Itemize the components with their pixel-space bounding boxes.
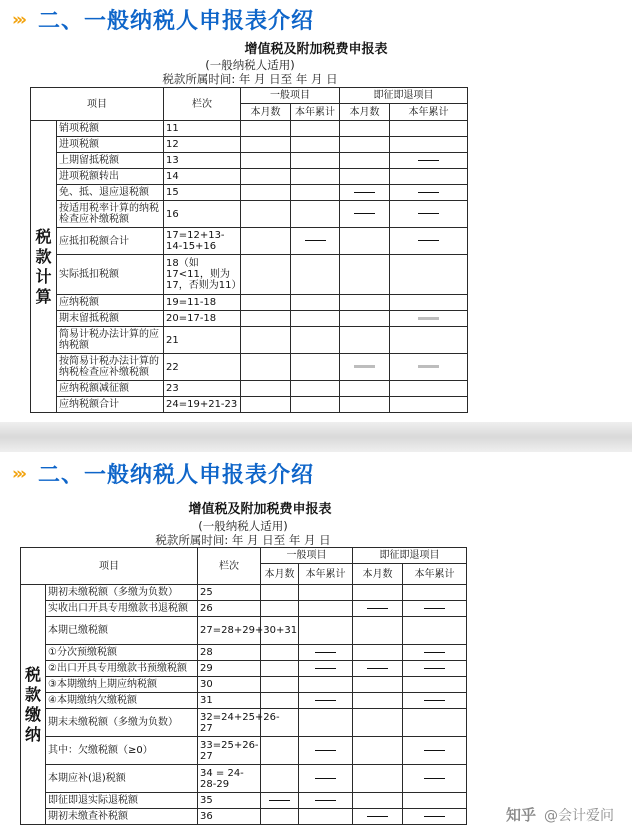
chevrons-icon: ››› bbox=[12, 463, 25, 484]
row-name: 期末未缴税额（多缴为负数） bbox=[46, 709, 198, 737]
zhihu-watermark bbox=[506, 804, 614, 825]
row-name: 进项税额 bbox=[57, 137, 164, 153]
row-name: 按适用税率计算的纳税检查应补缴税额 bbox=[57, 201, 164, 228]
dash-mark bbox=[418, 192, 439, 193]
dash-mark bbox=[315, 750, 336, 751]
row-code: 35 bbox=[198, 793, 261, 809]
dash-mark bbox=[315, 652, 336, 653]
header-general: 一般项目 bbox=[261, 548, 353, 564]
watermark-author: @会计爱问 bbox=[544, 807, 614, 824]
dash-mark bbox=[354, 192, 375, 193]
dash-mark bbox=[424, 750, 445, 751]
tax-payment-table bbox=[20, 547, 467, 825]
row-code: 29 bbox=[198, 661, 261, 677]
row-name: ④本期缴纳欠缴税额 bbox=[46, 693, 198, 709]
row-code: 19=11-18 bbox=[164, 295, 241, 311]
row-name: 应抵扣税额合计 bbox=[57, 228, 164, 255]
row-code: 24=19+21-23 bbox=[164, 397, 241, 413]
header-col: 栏次 bbox=[198, 548, 261, 585]
chevrons-icon: ››› bbox=[12, 9, 25, 30]
dash-mark bbox=[367, 668, 388, 669]
dash-mark bbox=[424, 816, 445, 817]
section-label: 税款缴纳 bbox=[21, 585, 46, 825]
row-code: 11 bbox=[164, 121, 241, 137]
row-name: 即征即退实际退税额 bbox=[46, 793, 198, 809]
row-name: 实际抵扣税额 bbox=[57, 255, 164, 295]
row-code: 27=28+29+30+31 bbox=[198, 617, 261, 645]
form-subtitle: (一般纳税人适用) bbox=[198, 519, 288, 533]
row-name: 简易计税办法计算的应纳税额 bbox=[57, 327, 164, 354]
row-name: 应纳税额减征额 bbox=[57, 381, 164, 397]
row-name: 销项税额 bbox=[57, 121, 164, 137]
dash-mark bbox=[424, 778, 445, 779]
dash-mark bbox=[367, 816, 388, 817]
dash-mark bbox=[315, 800, 336, 801]
row-code: 31 bbox=[198, 693, 261, 709]
zhihu-logo: 知乎 bbox=[505, 806, 536, 824]
dash-mark bbox=[418, 160, 439, 161]
dash-mark bbox=[354, 213, 375, 214]
header-ytd: 本年累计 bbox=[291, 104, 340, 121]
slide-separator bbox=[0, 422, 632, 452]
row-name: 期初未缴税额（多缴为负数） bbox=[46, 585, 198, 601]
row-code: 18（如17<11，则为17，否则为11） bbox=[164, 255, 241, 295]
row-name: 本期应补(退)税额 bbox=[46, 765, 198, 793]
row-code: 22 bbox=[164, 354, 241, 381]
header-item: 项目 bbox=[31, 88, 164, 121]
dash-mark bbox=[418, 240, 439, 241]
row-name: 期初未缴查补税额 bbox=[46, 809, 198, 825]
row-code: 33=25+26-27 bbox=[198, 737, 261, 765]
row-code: 14 bbox=[164, 169, 241, 185]
row-name: ②出口开具专用缴款书预缴税额 bbox=[46, 661, 198, 677]
row-code: 28 bbox=[198, 645, 261, 661]
row-code: 26 bbox=[198, 601, 261, 617]
row-code: 32=24+25+26-27 bbox=[198, 709, 261, 737]
dash-mark bbox=[424, 700, 445, 701]
dash-mark bbox=[315, 700, 336, 701]
form-subtitle: (一般纳税人适用) bbox=[205, 58, 295, 72]
row-code: 17=12+13-14-15+16 bbox=[164, 228, 241, 255]
row-code: 25 bbox=[198, 585, 261, 601]
tax-period: 税款所属时间: 年 月 日至 年 月 日 bbox=[155, 533, 331, 547]
row-code: 23 bbox=[164, 381, 241, 397]
dash-mark bbox=[354, 365, 375, 368]
row-code: 15 bbox=[164, 185, 241, 201]
dash-mark bbox=[315, 778, 336, 779]
tax-calc-table bbox=[30, 87, 468, 413]
header-immediate: 即征即退项目 bbox=[340, 88, 468, 104]
slide-heading bbox=[12, 4, 314, 35]
section-label: 税款计算 bbox=[31, 121, 57, 413]
dash-mark bbox=[315, 668, 336, 669]
slide-2 bbox=[0, 452, 632, 839]
row-code: 34 = 24-28-29 bbox=[198, 765, 261, 793]
header-month: 本月数 bbox=[340, 104, 390, 121]
header-immediate: 即征即退项目 bbox=[353, 548, 467, 564]
row-name: ③本期缴纳上期应纳税额 bbox=[46, 677, 198, 693]
row-name: 按简易计税办法计算的纳税检查应补缴税额 bbox=[57, 354, 164, 381]
header-general: 一般项目 bbox=[241, 88, 340, 104]
heading-text: 二、一般纳税人申报表介绍 bbox=[38, 9, 315, 34]
row-code: 13 bbox=[164, 153, 241, 169]
dash-mark bbox=[269, 800, 290, 801]
row-name: 进项税额转出 bbox=[57, 169, 164, 185]
dash-mark bbox=[418, 317, 439, 320]
row-code: 36 bbox=[198, 809, 261, 825]
row-name: 期末留抵税额 bbox=[57, 311, 164, 327]
row-code: 16 bbox=[164, 201, 241, 228]
dash-mark bbox=[418, 365, 439, 368]
row-name: 其中：欠缴税额（≥0） bbox=[46, 737, 198, 765]
header-month: 本月数 bbox=[241, 104, 291, 121]
row-name: 本期已缴税额 bbox=[46, 617, 198, 645]
row-code: 20=17-18 bbox=[164, 311, 241, 327]
dash-mark bbox=[418, 213, 439, 214]
dash-mark bbox=[424, 652, 445, 653]
header-ytd: 本年累计 bbox=[390, 104, 468, 121]
dash-mark bbox=[424, 608, 445, 609]
dash-mark bbox=[424, 668, 445, 669]
header-month: 本月数 bbox=[261, 564, 299, 585]
form-title: 增值税及附加税费申报表 bbox=[244, 42, 388, 57]
row-code: 12 bbox=[164, 137, 241, 153]
row-code: 30 bbox=[198, 677, 261, 693]
dash-mark bbox=[305, 240, 326, 241]
row-name: 应纳税额 bbox=[57, 295, 164, 311]
dash-mark bbox=[367, 608, 388, 609]
row-name: ①分次预缴税额 bbox=[46, 645, 198, 661]
row-name: 免、抵、退应退税额 bbox=[57, 185, 164, 201]
row-name: 实收出口开具专用缴款书退税额 bbox=[46, 601, 198, 617]
row-name: 应纳税额合计 bbox=[57, 397, 164, 413]
row-code: 21 bbox=[164, 327, 241, 354]
tax-period: 税款所属时间: 年 月 日至 年 月 日 bbox=[162, 72, 338, 86]
header-month: 本月数 bbox=[353, 564, 403, 585]
slide-heading bbox=[12, 458, 314, 489]
row-name: 上期留抵税额 bbox=[57, 153, 164, 169]
form-title: 增值税及附加税费申报表 bbox=[188, 502, 332, 517]
header-ytd: 本年累计 bbox=[299, 564, 353, 585]
header-col: 栏次 bbox=[164, 88, 241, 121]
header-ytd: 本年累计 bbox=[403, 564, 467, 585]
header-item: 项目 bbox=[21, 548, 198, 585]
heading-text: 二、一般纳税人申报表介绍 bbox=[38, 463, 315, 488]
